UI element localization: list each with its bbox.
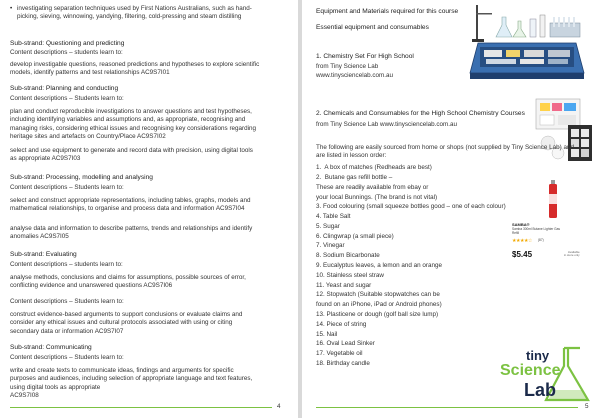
logo-word-science: Science: [500, 362, 561, 379]
availability-note: Available in store only: [564, 250, 580, 258]
list-item: 18. Birthday candle: [316, 360, 370, 367]
page-5: [302, 0, 600, 418]
content-text: select and use equipment to generate and record data with precision, using digital tools as appropriate AC9S7I03: [10, 147, 253, 163]
list-item: your local Bunnings. (The brand is not vital): [316, 194, 438, 201]
page-heading: Equipment and Materials required for this course: [316, 8, 459, 15]
rating-stars: ★★★★☆: [512, 238, 532, 244]
list-item: 8. Sodium Bicarbonate: [316, 252, 380, 259]
substrand-heading: Sub-strand: Evaluating: [10, 251, 77, 258]
content-text: analyse data and information to describe patterns, trends and relationships and identify anomalies AC9S7I05: [10, 225, 253, 241]
footer-divider: [10, 407, 272, 408]
list-item: 9. Eucalyptus leaves, a lemon and an orange: [316, 262, 443, 269]
content-label: Content descriptions – Students learn to:: [10, 184, 124, 191]
substrand-heading: Sub-strand: Planning and conducting: [10, 85, 119, 92]
content-text: construct evidence-based arguments to support conclusions or evaluate claims and consider any ethical issues and cultural protocols associated with using or citing secondary data or information AC9S7I07: [10, 311, 243, 335]
chemistry-set-illustration: [468, 3, 586, 85]
list-item: 12. Stopwatch (Suitable stopwatches can be: [316, 291, 440, 298]
product-card[interactable]: [506, 176, 594, 266]
list-item: These are readily available from ebay or: [316, 184, 429, 191]
page-number: 4: [277, 403, 281, 410]
list-item: 3. Food colouring (small squeeze bottles good – one of each colour): [316, 203, 506, 210]
content-label: Content descriptions – Students learn to:: [10, 95, 124, 102]
list-item: 15. Nail: [316, 331, 338, 338]
logo-word-lab: Lab: [524, 380, 557, 400]
list-item: 7. Vinegar: [316, 242, 345, 249]
item-title: 1. Chemistry Set For High School: [316, 53, 414, 60]
page-number: 5: [585, 403, 589, 410]
content-label: Content descriptions – students learn to:: [10, 49, 123, 56]
content-text: analyse methods, conclusions and claims for assumptions, possible sources of error, conflicting evidence and unanswered questions AC9S7I06: [10, 274, 246, 290]
content-text: develop investigable questions, reasoned predictions and hypotheses to explore scientific models, identify patterns and test relationships AC9S7I01: [10, 61, 260, 77]
tiny-science-lab-logo: [492, 344, 596, 408]
butane-can-image: [548, 180, 558, 218]
product-price: $5.45: [512, 250, 533, 259]
chemistry-set-photo: [468, 3, 586, 85]
list-item: 6. Clingwrap (a small piece): [316, 233, 394, 240]
list-item: 14. Piece of string: [316, 321, 367, 328]
list-item: 16. Oval Lead Sinker: [316, 340, 375, 347]
list-item: 17. Vegetable oil: [316, 350, 363, 357]
item-title: 2. Chemicals and Consumables for the High School Chemistry Courses: [316, 110, 525, 117]
page-subheading: Essential equipment and consumables: [316, 24, 429, 31]
item-url[interactable]: www.tinysciencelab.com.au: [316, 72, 393, 79]
list-item: 5. Sugar: [316, 223, 340, 230]
content-text: select and construct appropriate representations, including tables, graphs, models and mathematical relationships, to organise and process data and information AC9S7I04: [10, 197, 251, 213]
item-source: from Tiny Science Lab: [316, 63, 379, 70]
list-item: 10. Stainless steel straw: [316, 272, 384, 279]
content-label: Content descriptions – Students learn to:: [10, 354, 124, 361]
list-intro: The following are easily sourced from home or shops (not supplied by Tiny Science Lab) and are listed in lesson order:: [316, 144, 574, 160]
list-item: 2. Butane gas refill bottle –: [316, 174, 393, 181]
content-label: Content descriptions – Students learn to:: [10, 298, 124, 305]
product-description: Samba 300ml Butane Lighter Gas Refill: [512, 227, 561, 235]
list-item: 4. Table Salt: [316, 213, 351, 220]
list-item: found on an iPhone, iPad or Android phones): [316, 301, 442, 308]
content-text: write and create texts to communicate ideas, findings and arguments for specific purposes and audiences, including selection of appropriate language and text features, using digital tools as appropriate AC9S7I08: [10, 367, 253, 399]
content-text: plan and conduct reproducible investigations to answer questions and test hypotheses, including identifying variables and assumptions and, as appropriate, recognising and managing risks, considering ethical issues and recognising key considerations regarding heritage sites and artefacts on Country/Place AC9S7I02: [10, 108, 257, 140]
content-label: Content descriptions – students learn to:: [10, 261, 123, 268]
page-4: [0, 0, 298, 418]
list-item: 13. Plasticene or dough (golf ball size lump): [316, 311, 439, 318]
product-brand: SAMBA®: [512, 222, 530, 227]
logo-word-tiny: tiny: [526, 348, 550, 363]
substrand-heading: Sub-strand: Processing, modelling and analysing: [10, 174, 153, 181]
rating-count: (87): [538, 238, 544, 242]
footer-divider: [316, 407, 578, 408]
bullet-text: • investigating separation techniques used by First Nations Australians, such as hand- picking, sieving, winnowing, yandying, filtering, cold-pressing and steam distilling: [17, 5, 252, 22]
list-item: 11. Yeast and sugar: [316, 282, 372, 289]
substrand-heading: Sub-strand: Communicating: [10, 344, 92, 351]
list-item: 1. A box of matches (Redheads are best): [316, 164, 432, 171]
item-source: from Tiny Science Lab www.tinysciencelab.com.au: [316, 121, 458, 128]
substrand-heading: Sub-strand: Questioning and predicting: [10, 40, 125, 47]
